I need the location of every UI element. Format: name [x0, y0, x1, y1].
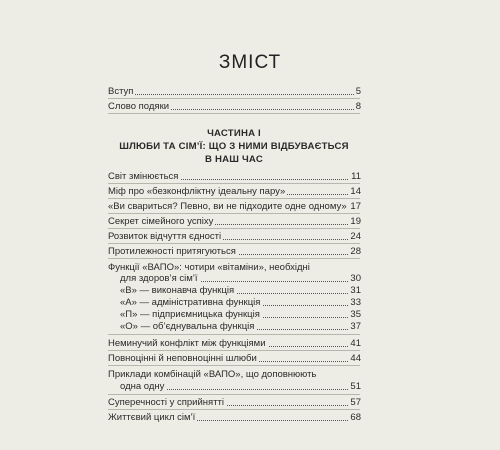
divider — [108, 258, 360, 259]
entry-page: 44 — [350, 353, 361, 364]
entry-label: Секрет сімейного успіху — [108, 216, 214, 227]
entry-page: 33 — [350, 297, 361, 308]
divider — [108, 350, 360, 351]
divider — [108, 98, 360, 99]
toc-entry — [108, 411, 361, 424]
entry-label: Повноцінні й неповноцінні шлюби — [108, 353, 257, 364]
divider — [108, 365, 360, 366]
entry-page: 5 — [355, 86, 361, 97]
entry-page: 14 — [350, 186, 361, 197]
entry-label: «О» — об’єднувальна функція — [120, 321, 255, 332]
toc-entry — [108, 200, 361, 213]
entry-page: 24 — [350, 231, 361, 242]
entry-label: Функції «ВАПО»: чотири «вітаміни», необхідні — [108, 262, 310, 273]
toc-entry — [108, 396, 361, 409]
entry-page: 51 — [350, 381, 361, 392]
entry-page: 8 — [355, 101, 361, 112]
entry-page: 28 — [350, 246, 361, 257]
divider — [108, 228, 360, 229]
entry-label: «В» — виконавча функція — [120, 285, 235, 296]
entry-label-continued: одна одну — [108, 381, 166, 392]
divider — [108, 334, 360, 335]
entry-page: 30 — [350, 273, 361, 284]
divider — [108, 198, 360, 199]
toc-entry — [108, 352, 361, 365]
entry-label: Життєвий цикл сім’ї — [108, 412, 196, 423]
divider — [108, 243, 360, 244]
entry-page: 68 — [350, 412, 361, 423]
toc-subentry — [120, 320, 361, 333]
entry-page: 37 — [350, 321, 361, 332]
entry-label: «А» — адміністративна функція — [120, 297, 261, 308]
divider — [108, 213, 360, 214]
toc-entry — [108, 245, 361, 258]
entry-page: 19 — [350, 216, 361, 227]
dot-leader — [108, 94, 358, 95]
page-title: ЗМІСТ — [218, 52, 282, 73]
divider — [108, 113, 360, 114]
part-title-line1: ШЛЮБИ ТА СІМ’Ї: ЩО З НИМИ ВІДБУВАЄТЬСЯ — [119, 141, 349, 152]
toc-entry — [108, 337, 361, 350]
toc-entry-thanks — [108, 100, 361, 113]
entry-page: 31 — [350, 285, 361, 296]
entry-label: Розвиток відчуття єдності — [108, 231, 222, 242]
divider — [108, 394, 360, 395]
entry-label: Суперечності у сприйнятті — [108, 397, 225, 408]
entry-label: Слово подяки — [108, 101, 170, 112]
part-number: ЧАСТИНА І — [207, 128, 261, 139]
entry-label: Вступ — [108, 86, 134, 97]
entry-label: Світ змінюється — [108, 171, 179, 182]
toc-entry — [108, 185, 361, 198]
part-title-line2: В НАШ ЧАС — [205, 154, 263, 165]
entry-label: Неминучий конфлікт між функціями — [108, 338, 266, 349]
divider — [108, 409, 360, 410]
entry-label: Протилежності притягуються — [108, 246, 236, 257]
entry-page: 11 — [351, 171, 361, 182]
entry-page: 57 — [350, 397, 361, 408]
toc-entry — [108, 215, 361, 228]
entry-label: «Ви свариться? Певно, ви не підходите одне одному» — [108, 201, 347, 212]
toc-entry — [108, 170, 361, 183]
toc-entry — [108, 230, 361, 243]
entry-label: Міф про «безконфліктну ідеальну пару» — [108, 186, 286, 197]
entry-label: Приклади комбінацій «ВАПО», що доповнюють — [108, 369, 317, 380]
entry-label: «П» — підприємницька функція — [120, 309, 260, 320]
entry-label-continued: для здоров’я сім’ї — [108, 273, 200, 284]
entry-page: 41 — [350, 338, 361, 349]
divider — [108, 183, 360, 184]
toc-entry-intro — [108, 85, 361, 98]
toc-entry-continued — [108, 380, 361, 393]
entry-page: 35 — [350, 309, 361, 320]
entry-page: 17 — [350, 201, 361, 212]
